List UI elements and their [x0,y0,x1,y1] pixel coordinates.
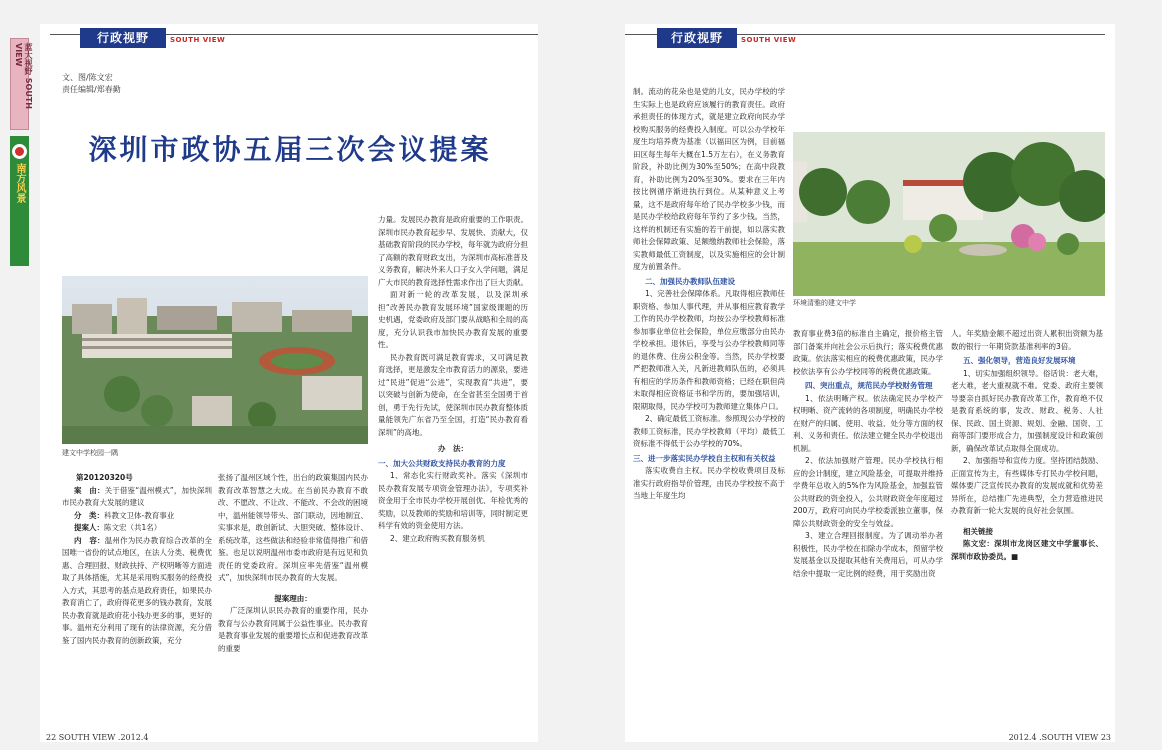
rc2-para-4: 3、建立合理回报制度。为了调动举办者积极性，民办学校在扣除办学成本，预留学校发展基金以及提取其他有关费用后，可从办学结余中提取一定比例的经费，用于奖励出资 [793,531,943,578]
col3-para-5: 2、建立政府购买教育服务机 [390,533,485,543]
rc2-para-2: 1、依法明晰产权。依法确定民办学校产权明晰、资产流转的各项制度，明确民办学校在财产的归属、使用、收益、处分等方面的权利、义务和责任。依法建立健全民办学校退出机制。 [793,393,943,453]
section-tab: 行政视野 [657,28,737,48]
page-number-left: 22 SOUTH VIEW .2012.4 [46,733,149,742]
reason-title: 提案理由： [274,593,312,603]
heading-3: 三、进一步落实民办学校自主权和有关权益 [633,453,776,463]
related-link-title: 相关链接 [963,526,993,536]
col3-para-2: 面对新一轮的改革发展，以及深圳承担“改善民办教育发展环境”国家级课题的历史机遇，党委政府及部门要从战略和全局的高度，充分认识我市加快民办教育发展的重要性。 [378,290,528,349]
rc3-para-1: 人。年奖励金额不超过出资人累积出资额为基数的银行一年期贷款基准利率的3倍。 [951,329,1103,351]
proposer-line: 提案人：陈文宏（共1名） [74,523,162,532]
rc3-para-3: 2、加强指导和宣传力度。坚持团结鼓励、正面宣传为主，有些媒体专打民办学校问题，媒体要广泛宣传民办教育的发展成就和优势差异所在，总结推广先进典型，全力营造推进民办教育新一轮大发展的良好社会氛围。 [951,456,1103,515]
right-col-1 [633,86,785,503]
logo-icon [12,144,27,159]
section-sub: SOUTH VIEW [741,36,797,44]
content-line: 内 容：温州作为民办教育综合改革的全国唯一省份的试点地区，在法人分类、税费优惠、合理回报、财政扶持、产权明晰等方面进取了具体措施，尤其是采用购买服务的经费投入方式，其思考的基点是政府责任，如果民办教育消亡了，政府得花更多的钱办教育，发展民办教育就是政府花小钱办更多的事，更好的事。温州充分利用了现有的法律资源，充分借鉴了国内民办教育的创新政策，充分 [62,535,213,645]
category-line: 分 类：科教文卫体-教育事业 [74,510,175,520]
heading-2: 二、加强民办教师队伍建设 [645,276,735,286]
heading-1: 一、加大公共财政支持民办教育的力度 [378,458,506,468]
photo-caption: 建文中学校园一隅 [62,449,118,457]
logo-text: 南方风景 [14,163,25,203]
rc3-para-2: 1、切实加强组织领导。俗话说：老大难，老大难，老大重视就不难。党委、政府主要领导要亲自抓好民办教育改革工作，教育绝不仅是教育系统的事，发改、财政、税务、人社保、民政、国土资源、规划、金融、国资、工商等部门要形成合力，加强制度设计和政策创新，确保改革试点取得全面成功。 [951,368,1103,453]
rc1-para-1: 制。流动的花朵也是党的儿女，民办学校的学生实际上也是政府应该履行的教育责任。政府承担责任的体现方式，就是建立政府向民办学校购买服务的经费投入制度。可以公办学校年度生均培养费为基准（以福田区为例，目前福田区每生每年大概在1.5万左右），在义务教育阶段，补助比例为30%至50%；在高中段教育，补助比例为20%至30%。要求在三年内按比例循序渐进执行到位。从某种意义上考量，这不是政府每年给了民办学校多少钱，而是民办学校给政府每年节约了多少钱。当然，这样的机制还有实施的若干前提，如以落实教师社会保障政策、足额缴纳教师社会保险，落实教师最低工资制度，以及实施相应的会计制度为前置条件。 [633,87,785,271]
author-credit: 文、图/陈文宏 [62,73,113,82]
left-page [40,24,538,742]
edge-strip-label: 蓝大视野 SOUTH VIEW [14,43,33,109]
article-title: 深圳市政协五届三次会议提案 [88,133,492,166]
proposal-number: 第20120320号 [76,473,133,482]
right-page [625,24,1115,742]
page-number-right: 2012.4 .SOUTH VIEW 23 [1008,733,1111,742]
left-col-1 [62,472,212,647]
section-tab: 行政视野 [80,28,166,48]
method-title: 办 法： [438,444,468,453]
rc1-para-4: 落实收费自主权。民办学校收费项目及标准实行政府指导价管理，由民办学校按不高于当地上年度生均 [633,466,785,500]
case-line: 案 由：关于借鉴“温州模式”，加快深圳市民办教育大发展的建议 [62,485,212,507]
col2-para-2: 广泛深圳认识民办教育的重要作用，民办教育与公办教育同属于公益性事业。民办教育是教育事业发展的重要增长点和促进教育改革的重要 [218,606,368,653]
related-link-text: 陈文宏：深圳市龙岗区建文中学董事长、深圳市政协委员。■ [951,539,1103,561]
credits [62,72,121,96]
campus-aerial-photo [62,276,368,444]
section-sub: SOUTH VIEW [170,36,226,44]
rc1-para-3: 2、确定最低工资标准。参照现公办学校的教师工资标准，民办学校教师（平均）最低工资标准不得低于公办学校的70%。 [633,414,785,448]
col3-para-3: 民办教育既可满足教育需求，又可满足教育选择，更是激发全市教育活力的源泉，要进过“民进”促进“公进”，实现教育“共进”，要以突破与创新为使命，在全省甚至全国勇于首创，勇于先行先试，使深圳市民办教育整体质量能领先广东省乃至全国，打造“民办教育看深圳”的高地。 [378,352,528,437]
heading-4: 四、突出重点，规范民办学校财务管理 [805,381,933,390]
editor-credit: 责任编辑/郑春勤 [62,85,121,94]
right-col-2 [793,328,943,580]
rc2-para-3: 2、依法加强财产管理。民办学校执行相应的会计制度，建立风险基金，可提取并维持学费年总收入的5%作为风险基金，加强监管公共财政的资金投入，公共财政资金年度超过200万，政府可向民办学校委派独立董事，保障公共财政资金的安全与效益。 [793,456,943,528]
garden-photo [793,132,1105,296]
rc1-para-2: 1、完善社会保障体系。凡取得相应教师任职资格、参加人事代理，并从事相应教育教学工作的民办学校教师，均按公办学校教师标准参加事业单位社会保险，单位应缴部分由民办学校承担。退休后，享受与公办学校教师同等的退休费、住房公积金等。当然，民办学校要严把教师准入关，凡新进教师队伍的，必须具有相应的学历条件和教师资格；已经在职但尚未取得相应资格证书和学历的，要加强培训，限期取得，民办学校可为教师建立集体户口。 [633,289,785,411]
col3-para-4: 1、常态化实行财政奖补。落实《深圳市民办教育发展专项资金管理办法》，专项奖补资金用于全市民办学校开展创优、年检优秀的奖励，以及教师的奖励和培训等，同时制定更科学有效的资金使用方法。 [378,471,528,530]
heading-5: 五、强化领导，营造良好发展环境 [963,356,1076,365]
edge-strip-top [10,38,33,130]
right-col-3 [951,328,1103,563]
rc2-para-1: 教育事业费3倍的标准自主确定，报价格主管部门备案并向社会公示后执行；落实税费优惠政策。依法落实相应的税费优惠政策，民办学校依法享有公办学校同等的税费优惠政策。 [793,329,943,376]
photo-caption: 环境清雅的建文中学 [793,299,856,307]
edge-strip-logo [10,136,29,266]
left-col-2 [218,472,368,655]
left-col-3 [378,214,528,545]
col3-para-1: 力量。发展民办教育是政府重要的工作职责。深圳市民办教育起步早、发展快、贡献大，仅基础教育阶段的民办学校，每年就为政府分担了高额的教育财政支出，为深圳市高标准普及义务教育，解决外来人口子女入学问题，满足广大市民的教育选择性需求作出了巨大贡献。 [378,215,528,287]
col2-para-1: 张扬了温州区域个性，出台的政策集国内民办教育改革智慧之大成。在当前民办教育不敢改、不愿改、不让改、不能改、不会改的困境中，温州能领导带头、部门联动，因地制宜、实事求是，敢创新试、大胆突破、整体设计、系统改革，这些做法和经验非常值得推广和借鉴。也足以说明温州市委市政府是有远见和负责任的党委政府。深圳应率先借鉴“温州模式”，加快深圳市民办教育的大发展。 [218,473,368,582]
